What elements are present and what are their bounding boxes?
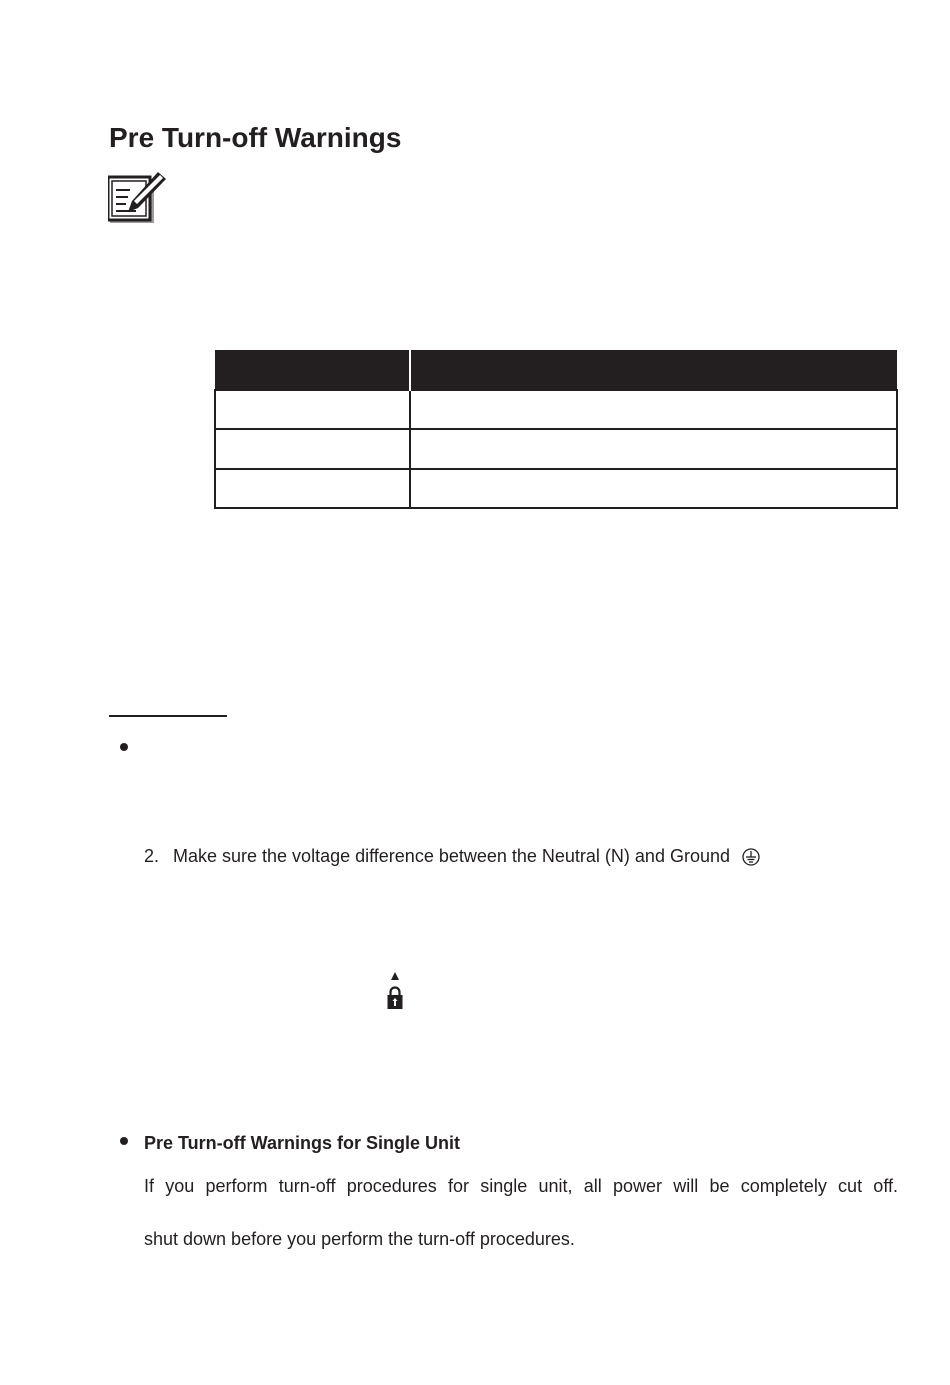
page-title: Pre Turn-off Warnings bbox=[109, 122, 402, 153]
data-table bbox=[214, 350, 898, 509]
table-row bbox=[215, 429, 897, 468]
ground-symbol-icon bbox=[742, 848, 760, 866]
section-divider bbox=[109, 715, 227, 717]
section-heading: Pre Turn-off Warnings for Single Unit bbox=[144, 1133, 460, 1153]
bullet-dot bbox=[120, 743, 128, 751]
step-number: 2. bbox=[144, 846, 160, 866]
paragraph-line: If you perform turn-off procedures for single unit, all power will be completely cut off. bbox=[144, 1176, 898, 1196]
table-cell bbox=[215, 429, 410, 468]
table-cell bbox=[410, 429, 897, 468]
table-header-row bbox=[215, 350, 897, 390]
table-header-cell bbox=[215, 350, 410, 390]
step-text: Make sure the voltage difference between the Neutral (N) and Ground bbox=[173, 846, 730, 866]
table-cell bbox=[215, 390, 410, 429]
lock-icon bbox=[385, 970, 405, 1012]
table-cell bbox=[215, 469, 410, 508]
paragraph-line: shut down before you perform the turn-off procedures. bbox=[144, 1229, 575, 1249]
table-row bbox=[215, 390, 897, 429]
note-pencil-icon bbox=[108, 172, 168, 226]
table-cell bbox=[410, 469, 897, 508]
step-2 bbox=[144, 845, 760, 867]
table-row bbox=[215, 469, 897, 508]
table-header-cell bbox=[410, 350, 897, 390]
table-cell bbox=[410, 390, 897, 429]
bullet-dot bbox=[120, 1137, 128, 1145]
